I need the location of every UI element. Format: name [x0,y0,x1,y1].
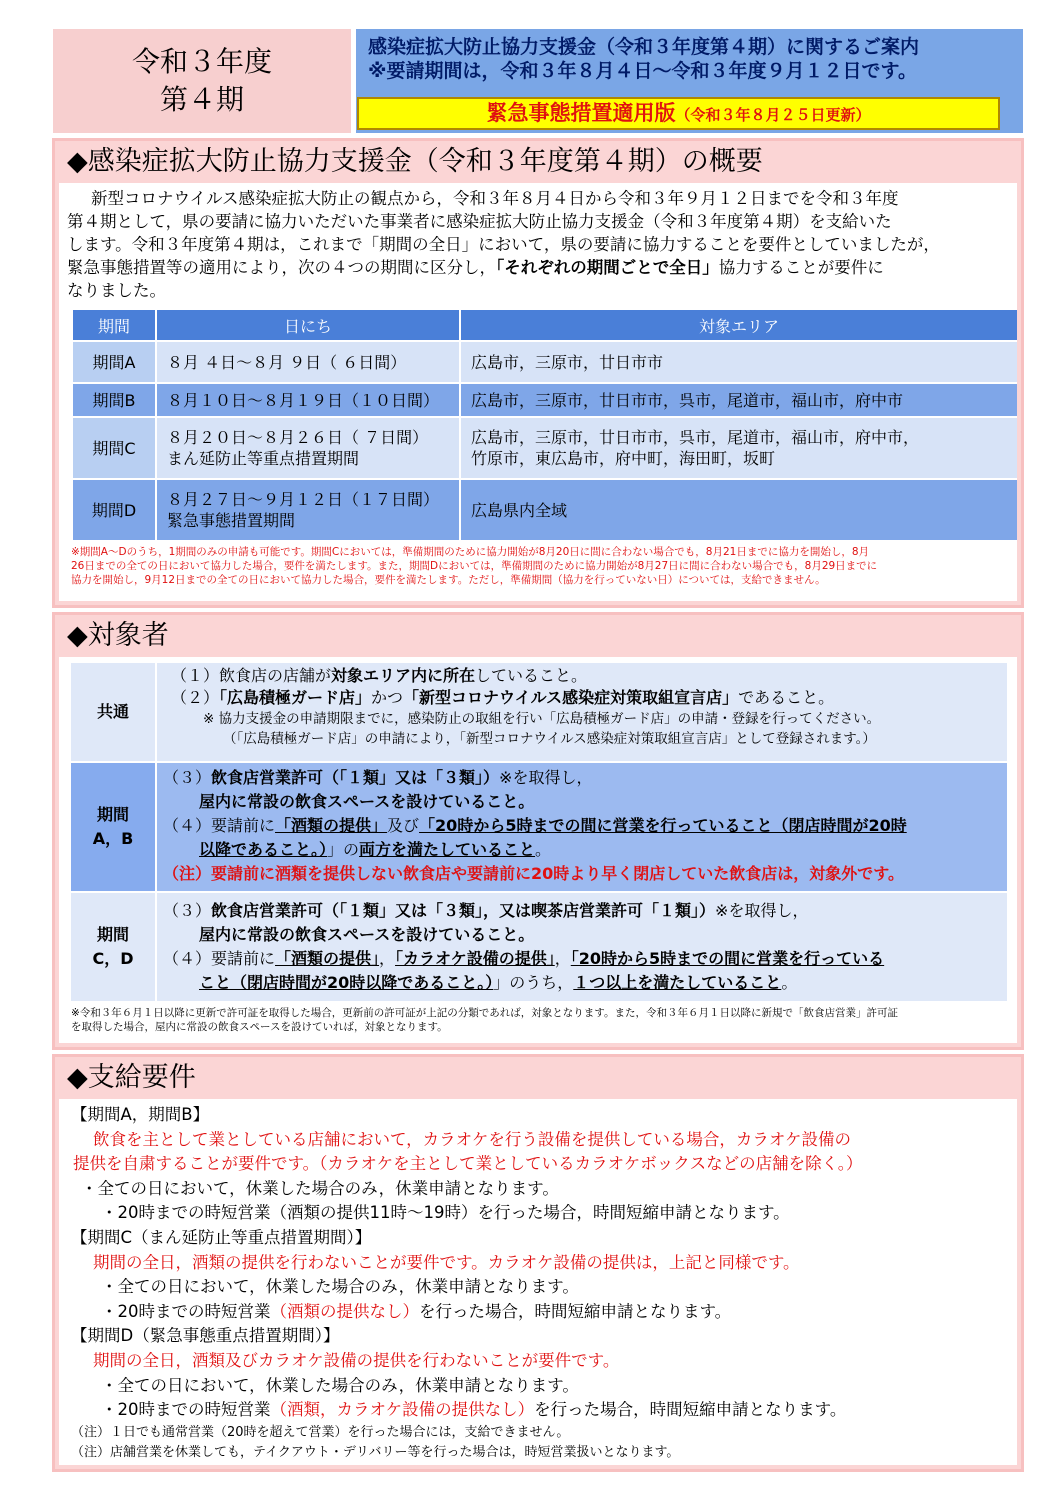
requirement-line: 提供を自粛することが要件です。（カラオケを主として業としているカラオケボックスなどの店舗を除く。） [73,1154,863,1174]
emphasis: （酒類，カラオケ設備の提供なし） [270,1400,535,1420]
footnote: （注）１日でも通常営業（20時を超えて営業）を行った場合には，支給できません。 [71,1424,570,1440]
common-req-2 [163,687,1001,709]
text: ， [554,949,571,968]
table-row [73,480,1017,540]
date-cell [157,384,459,416]
emphasis: 以降であること。） [199,840,328,859]
text: ・20時までの時短営業 [101,1301,271,1321]
col-header-area: 対象エリア [461,310,1017,340]
period-cd-content [157,893,1007,1001]
bullet-line: ・20時までの時短営業（酒類の提供11時～19時）を行った場合，時間短縮申請となります。 [101,1203,790,1223]
overview-title: ◆感染症拡大防止協力支援金（令和３年度第４期）の概要 [67,146,763,177]
date-text: ８月 ４日～８月 ９日（ ６日間） [167,352,407,372]
emergency-badge [357,97,1000,130]
bullet-line: ・全ての日において，休業した場合のみ，休業申請となります。 [81,1178,559,1198]
period-number-label: 第４期 [159,83,244,116]
date-cell [157,480,459,540]
cd-req-3 [163,899,1001,923]
overview-line: します。令和３年度第４期は，これまで「期間の全日」において，県の要請に協力することを要件としていましたが， [67,235,940,254]
ab-req-4-cont [163,838,1001,862]
text: 。 [781,973,798,992]
table-row [73,418,1017,478]
text: （４）要請前に [163,816,276,835]
overview-text: 協力することが要件に [718,258,884,277]
label-line: 期間 [96,925,129,944]
area-text: 竹原市，東広島市，府中町，海田町，坂町 [471,449,776,468]
overview-body [59,183,1017,601]
bullet-line: ・全ての日において，休業した場合のみ，休業申請となります。 [101,1375,579,1395]
overview-text: 緊急事態措置等の適用により，次の４つの期間に区分し， [67,258,496,277]
date-subtext: まん延防止等重点措置期間 [167,449,360,468]
period-ab-row [71,763,1007,891]
emphasis: 「酒類の提供」 [275,949,380,968]
text: （１）飲食店の店舗が [171,666,332,685]
badge-main: 緊急事態措置適用版 [486,101,676,125]
period-label-box [53,29,351,133]
bullet-line [71,1300,1005,1325]
label-line: 期間 [96,805,129,824]
period-c-heading: 【期間C（まん延防止等重点措置期間）】 [71,1227,372,1247]
note-line: ※期間A～Dのうち，1期間のみの申請も可能です。期間Cにおいては，準備期間のために協力開始が8月20日に間に合わない場合でも，8月21日までに協力を開始し，8月 [71,546,869,558]
emphasis: １つ以上を満たしていること [573,973,782,992]
overview-line: 第４期として，県の要請に協力いただいた事業者に感染症拡大防止協力支援金（令和３年度第４期）を支給いた [67,212,892,231]
target-title: ◆対象者 [67,620,169,651]
text: （４）要請前に [163,949,276,968]
requirements-text [59,1099,1017,1463]
common-label: 共通 [71,663,155,761]
text: 及び [387,816,420,835]
period-cd-row [71,893,1007,1001]
emphasis: 「20時から5時までの間に営業を行っていること（閉店時間が20時 [419,816,907,835]
text: ※を取得し， [499,768,593,787]
period-cell: 期間C [73,418,155,478]
text: 。 [535,840,552,859]
ab-req-3 [163,766,1001,790]
common-content [157,663,1007,761]
period-ab-heading: 【期間A，期間B】 [71,1105,210,1124]
overview-line: なりました。 [67,281,166,300]
text: であること。 [738,688,835,707]
period-cell: 期間A [73,342,155,382]
label-line: C，D [92,949,134,968]
ab-req-4 [163,814,1001,838]
text: ， [379,949,396,968]
note-line: 26日までの全ての日において協力した場合，要件を満たします。また，期間Dにおいては，準備期間のために協力開始が8月27日に間に合わない場合でも，8月29日までに [71,560,878,572]
note-line: 協力を開始し，9月12日までの全ての日において協力した場合，要件を満たします。ただし，準備期間（協力を行っていない日）については，支給できません。 [71,574,826,586]
overview-emphasis: 「それぞれの期間ごとで全日」 [496,258,719,277]
col-header-dates: 日にち [157,310,459,340]
ab-req-3-cont: 屋内に常設の飲食スペースを設けていること。 [199,792,535,811]
area-text: 広島県内全域 [471,500,568,520]
cd-req-3-cont: 屋内に常設の飲食スペースを設けていること。 [199,925,535,944]
date-text: ８月２０日～８月２６日（ ７日間） [167,428,429,447]
note-line: ※令和３年６月１日以降に更新で許可証を取得した場合，更新前の許可証が上記の分類であれば，対象となります。また，令和３年６月１日以降に新規で「飲食店営業」許可証 [71,1007,898,1019]
common-note: ※ 協力支援金の申請期限までに，感染防止の取組を行い「広島積極ガード店」の申請・登録を行ってください。 [203,711,881,727]
requirements-body [59,1099,1017,1465]
text: （２） [171,688,220,707]
fiscal-year-label: 令和３年度 [131,45,272,78]
requirement-line: 期間の全日，酒類及びカラオケ設備の提供を行わないことが要件です。 [93,1350,620,1370]
emphasis: 対象エリア内に所在 [331,666,476,685]
overview-line [67,256,1009,279]
emphasis: 飲食店営業許可（「１類」又は「３類」） [211,768,500,787]
overview-paragraph [59,183,1017,302]
area-cell [461,342,1017,382]
cd-req-4-cont [163,971,1001,995]
table-row [73,342,1017,382]
emphasis: 「20時から5時までの間に営業を行っている [570,949,885,968]
common-row [71,663,1007,761]
period-cd-label [71,893,155,1001]
text: かつ [371,688,404,707]
date-text: ８月１０日～８月１９日（１０日間） [167,390,440,410]
table-header-row [73,310,1017,340]
header-title: 感染症拡大防止協力支援金（令和３年度第４期）に関するご案内 [368,36,920,58]
common-note: （「広島積極ガード店」の申請により，「新型コロナウイルス感染症対策取組宣言店」として登録されます。） [223,731,876,747]
overview-note [59,542,1017,587]
area-text: 広島市，三原市，廿日市市，呉市，尾道市，福山市，府中市， [471,428,920,447]
period-cell: 期間D [73,480,155,540]
period-ab-content [157,763,1007,891]
area-cell [461,418,1017,478]
area-text: 広島市，三原市，廿日市市 [471,352,664,372]
period-cell: 期間B [73,384,155,416]
date-text: ８月２７日～９月１２日（１７日間） [167,490,440,509]
text: 」の [327,840,360,859]
date-cell [157,418,459,478]
footnote: （注）店舗営業を休業しても，テイクアウト・デリバリー等を行った場合は，時短営業扱いとなります。 [71,1444,680,1460]
target-note [59,1003,1017,1034]
date-subtext: 緊急事態措置期間 [167,511,296,530]
area-cell [461,384,1017,416]
requirement-line: 飲食を主として業としている店舗において，カラオケを行う設備を提供している場合，カラオケ設備の [93,1129,852,1149]
text: ・20時までの時短営業 [101,1400,271,1420]
table-row [73,384,1017,416]
bullet-line: ・全ての日において，休業した場合のみ，休業申請となります。 [101,1277,579,1297]
text: （３） [163,901,212,920]
target-body [59,657,1017,1043]
cd-req-4 [163,947,1001,971]
badge-update-date: （令和３年８月２５日更新） [675,106,871,124]
col-header-period: 期間 [73,310,155,340]
area-cell [461,480,1017,540]
text: （３） [163,768,212,787]
overview-line: 新型コロナウイルス感染症拡大防止の観点から，令和３年８月４日から令和３年９月１２日までを令和３年度 [91,189,899,208]
emphasis: 飲食店営業許可（「１類」又は「３類」，又は喫茶店営業許可「１類」） [211,901,716,920]
text: 」のうち， [493,973,574,992]
header-request-period: ※要請期間は，令和３年８月４日～令和３年度９月１２日です。 [368,60,917,82]
text: していること。 [475,666,588,685]
label-line: A，B [92,829,134,848]
overview-section [52,138,1024,608]
requirements-title: ◆支給要件 [67,1062,196,1093]
requirement-line: 期間の全日，酒類の提供を行わないことが要件です。カラオケ設備の提供は，上記と同様です。 [93,1252,800,1272]
date-cell [157,342,459,382]
common-req-1 [163,665,1001,687]
emphasis: 「酒類の提供」 [275,816,388,835]
emphasis: 両方を満たしていること [359,840,536,859]
emphasis: 「新型コロナウイルス感染症対策取組宣言店」 [403,688,739,707]
requirements-section [52,1054,1024,1472]
text: を行った場合，時間短縮申請となります。 [534,1400,847,1420]
target-section [52,612,1024,1050]
area-text: 広島市，三原市，廿日市市，呉市，尾道市，福山市，府中市 [471,390,904,410]
emphasis: 「カラオケ設備の提供」 [395,949,555,968]
text: ※を取得し， [715,901,809,920]
emphasis: 「広島積極ガード店」 [219,688,372,707]
emphasis: こと（閉店時間が20時以降であること。） [199,973,494,992]
text: を行った場合，時間短縮申請となります。 [419,1301,732,1321]
period-ab-label [71,763,155,891]
emphasis: （酒類の提供なし） [270,1301,419,1321]
ab-exclusion-note: （注）要請前に酒類を提供しない飲食店や要請前に20時より早く閉店していた飲食店は，対象外です。 [163,864,904,883]
period-table [71,308,1019,542]
note-line: を取得した場合，屋内に常設の飲食スペースを設けていれば，対象となります。 [71,1021,448,1033]
period-d-heading: 【期間D（緊急事態重点措置期間）】 [71,1326,340,1346]
bullet-line [71,1398,1005,1423]
